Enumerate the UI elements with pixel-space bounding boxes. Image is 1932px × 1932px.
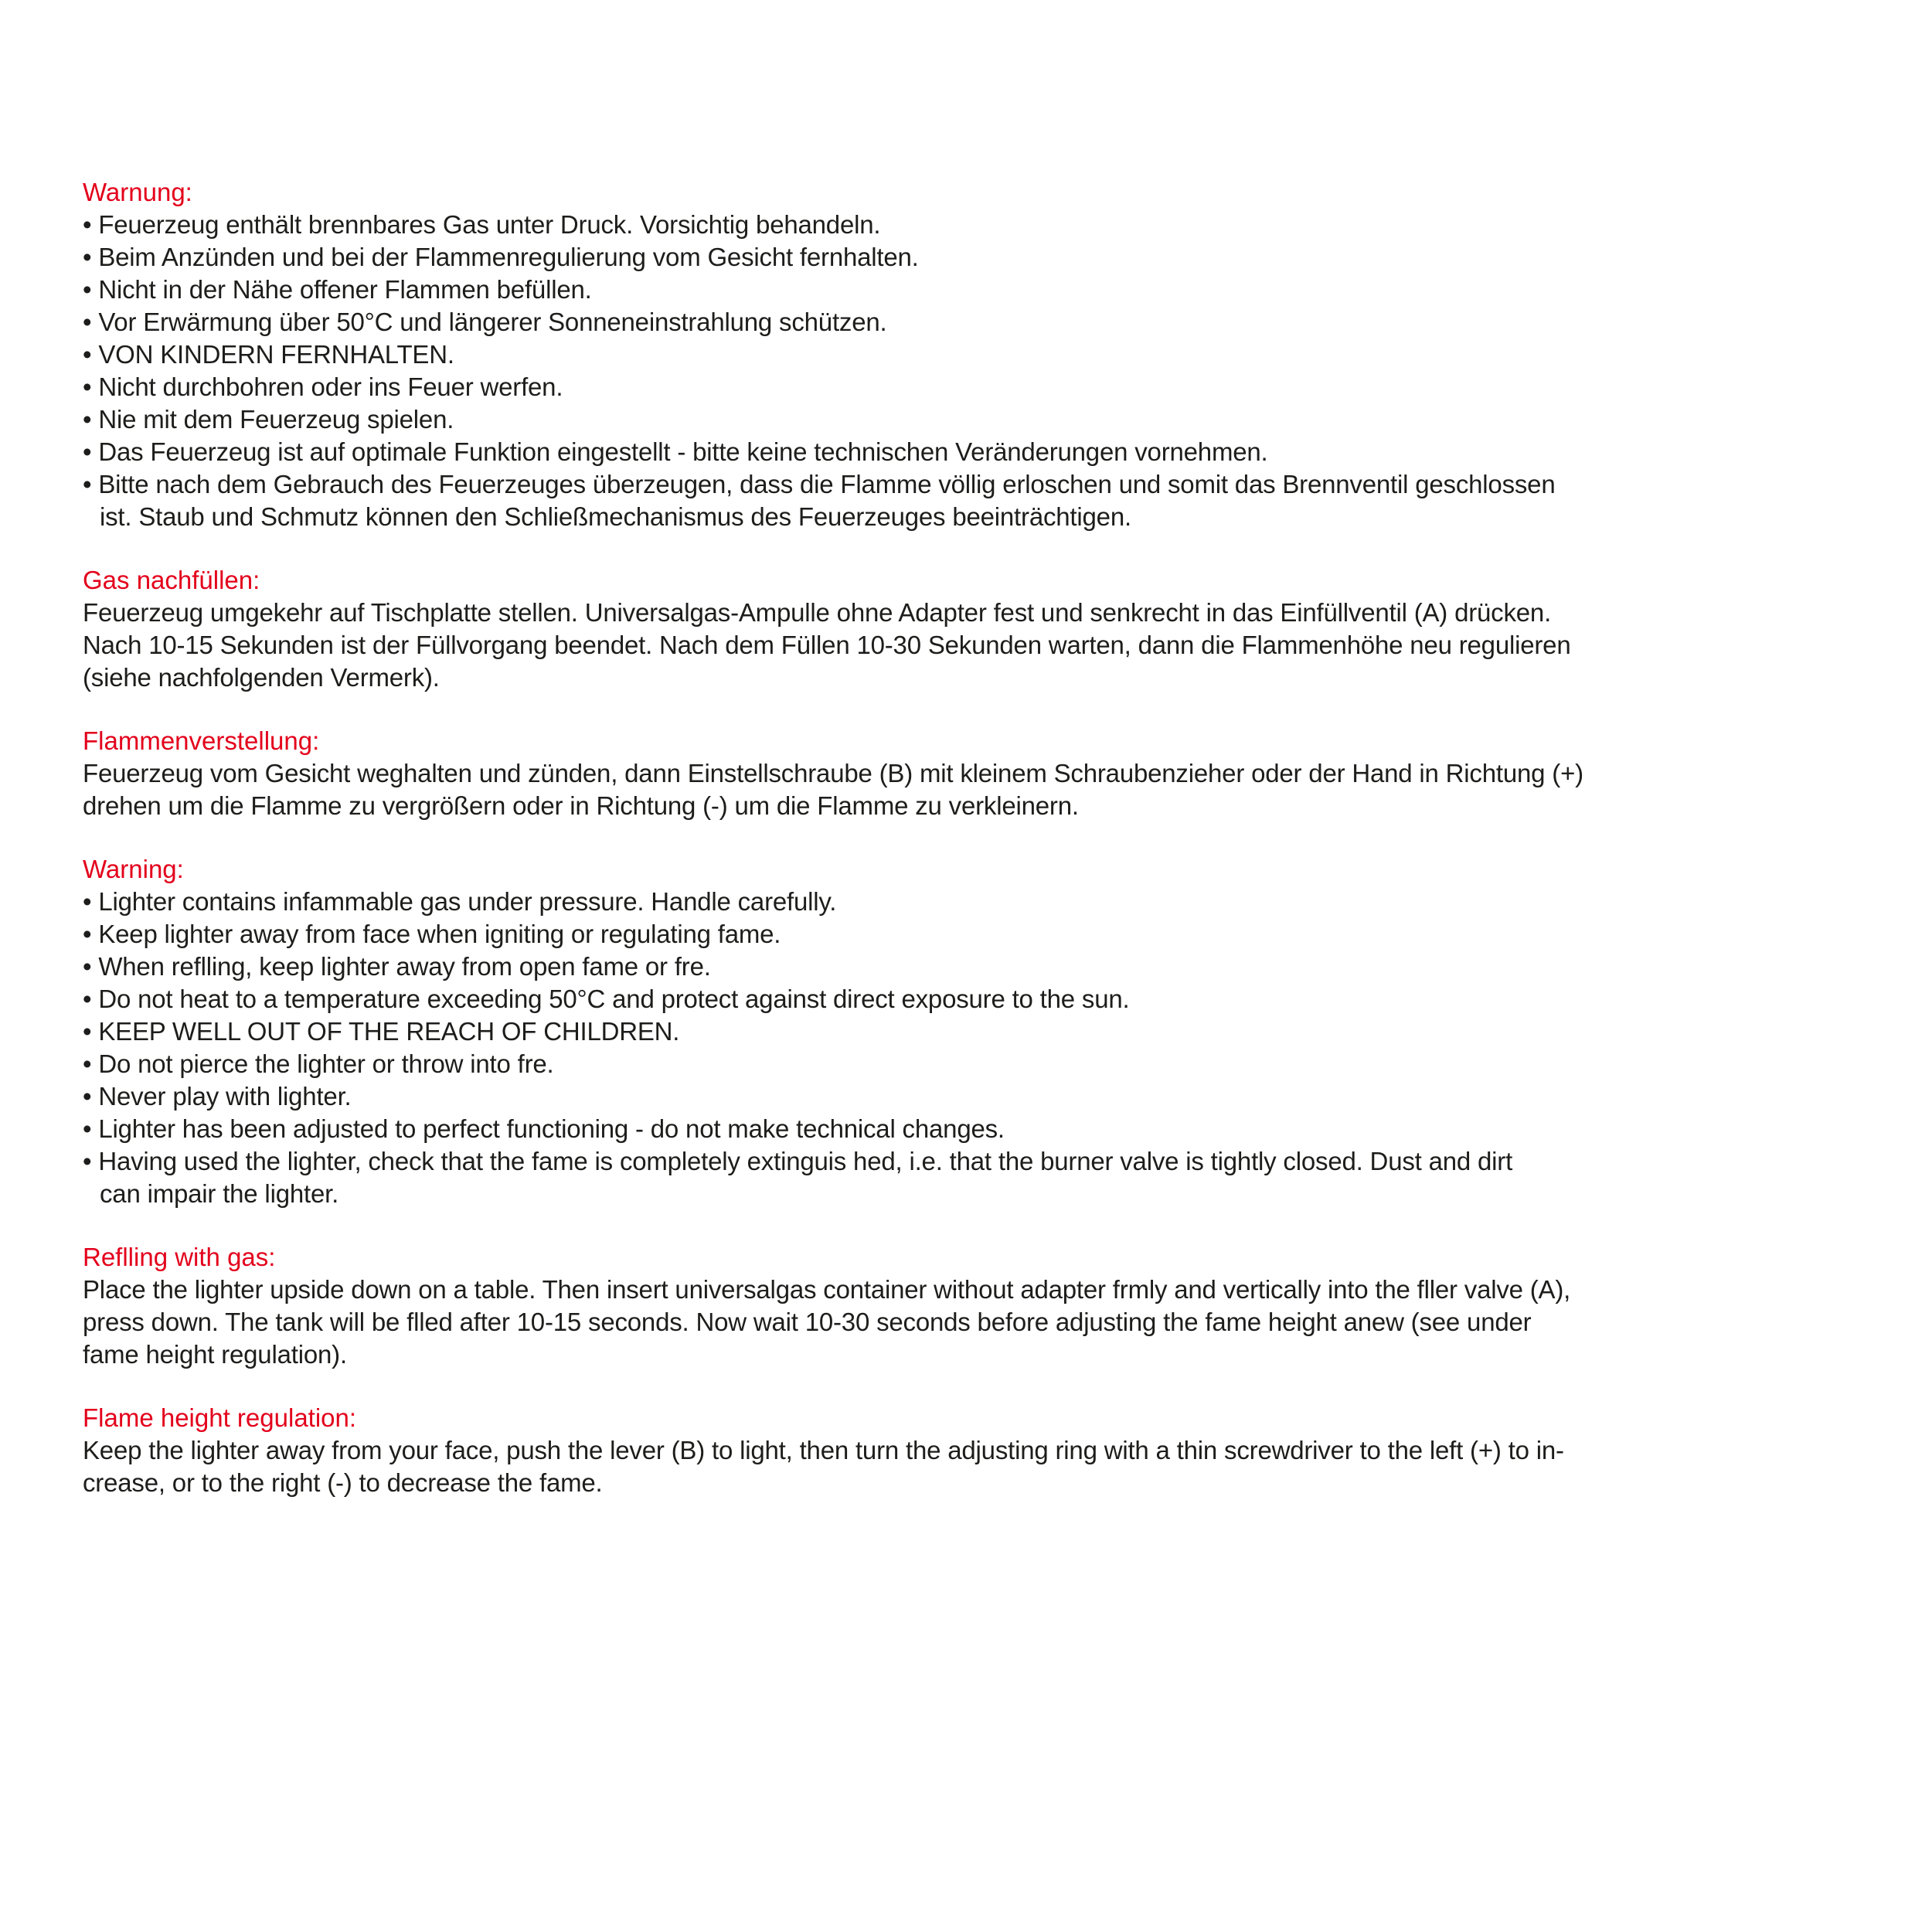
text-line: ist. Staub und Schmutz können den Schließmechanismus des Feuerzeuges beeinträchtigen. [100, 502, 1131, 531]
bullet-item: • Never play with lighter. [83, 1082, 352, 1111]
bullet-item: • Bitte nach dem Gebrauch des Feuerzeuges überzeugen, dass die Flamme völlig erloschen und somit das Brennventil geschlossen [83, 470, 1556, 498]
section-flammenverstellung [83, 725, 1891, 822]
text-line: Feuerzeug vom Gesicht weghalten und zünden, dann Einstellschraube (B) mit kleinem Schraubenzieher oder der Hand in Richtung (+) [83, 759, 1583, 787]
text-line: (siehe nachfolgenden Vermerk). [83, 663, 440, 692]
section-refilling-with-gas [83, 1241, 1891, 1371]
section-flame-height-regulation [83, 1402, 1891, 1499]
bullet-item: • Lighter contains infammable gas under pressure. Handle carefully. [83, 887, 837, 916]
section-flame-height-regulation-heading: Flame height regulation: [83, 1403, 357, 1432]
bullet-item: • Nicht durchbohren oder ins Feuer werfen. [83, 372, 563, 401]
text-line: Nach 10-15 Sekunden ist der Füllvorgang beendet. Nach dem Füllen 10-30 Sekunden warten, dann die Flammenhöhe neu regulieren [83, 631, 1571, 659]
bullet-item: • Having used the lighter, check that the fame is completely extinguis hed, i.e. that the burner valve is tightly closed. Dust and dirt [83, 1147, 1513, 1175]
bullet-item: • Keep lighter away from face when igniting or regulating fame. [83, 920, 781, 948]
instruction-sheet [83, 176, 1891, 1530]
section-warning-en-heading: Warning: [83, 855, 184, 883]
bullet-item: • Do not pierce the lighter or throw into fre. [83, 1049, 554, 1078]
text-line: crease, or to the right (-) to decrease the fame. [83, 1468, 603, 1497]
text-line: press down. The tank will be flled after 10-15 seconds. Now wait 10-30 seconds before adjusting the fame height anew (see under [83, 1308, 1532, 1336]
bullet-item: • Lighter has been adjusted to perfect functioning - do not make technical changes. [83, 1114, 1005, 1143]
text-line: Keep the lighter away from your face, push the lever (B) to light, then turn the adjusting ring with a thin screwdriver to the left (+) to in- [83, 1436, 1564, 1464]
bullet-item: • Das Feuerzeug ist auf optimale Funktion eingestellt - bitte keine technischen Veränderungen vornehmen. [83, 437, 1268, 466]
text-line: can impair the lighter. [100, 1179, 339, 1208]
bullet-item: • Nie mit dem Feuerzeug spielen. [83, 405, 454, 434]
bullet-item: • Do not heat to a temperature exceeding 50°C and protect against direct exposure to the sun. [83, 985, 1130, 1013]
text-line: fame height regulation). [83, 1340, 347, 1369]
bullet-item: • Feuerzeug enthält brennbares Gas unter Druck. Vorsichtig behandeln. [83, 210, 881, 239]
section-gas-nachfuellen [83, 564, 1891, 694]
bullet-item: • Beim Anzünden und bei der Flammenregulierung vom Gesicht fernhalten. [83, 243, 919, 271]
text-line: Place the lighter upside down on a table. Then insert universalgas container without adapter frmly and vertically into the fller valve (A), [83, 1275, 1571, 1304]
bullet-item: • When reflling, keep lighter away from open fame or fre. [83, 952, 711, 981]
section-warning-en [83, 853, 1891, 1210]
bullet-item: • VON KINDERN FERNHALTEN. [83, 340, 454, 369]
section-gas-nachfuellen-heading: Gas nachfüllen: [83, 566, 260, 594]
bullet-item: • KEEP WELL OUT OF THE REACH OF CHILDREN. [83, 1017, 680, 1046]
section-warnung-de [83, 176, 1891, 533]
section-warnung-de-heading: Warnung: [83, 178, 192, 206]
text-line: Feuerzeug umgekehr auf Tischplatte stellen. Universalgas-Ampulle ohne Adapter fest und senkrecht in das Einfüllventil (A) drücken. [83, 598, 1552, 627]
bullet-item: • Vor Erwärmung über 50°C und längerer Sonneneinstrahlung schützen. [83, 308, 887, 336]
section-refilling-with-gas-heading: Reflling with gas: [83, 1243, 276, 1271]
bullet-item: • Nicht in der Nähe offener Flammen befüllen. [83, 275, 592, 304]
text-line: drehen um die Flamme zu vergrößern oder in Richtung (-) um die Flamme zu verkleinern. [83, 791, 1079, 820]
section-flammenverstellung-heading: Flammenverstellung: [83, 726, 320, 755]
